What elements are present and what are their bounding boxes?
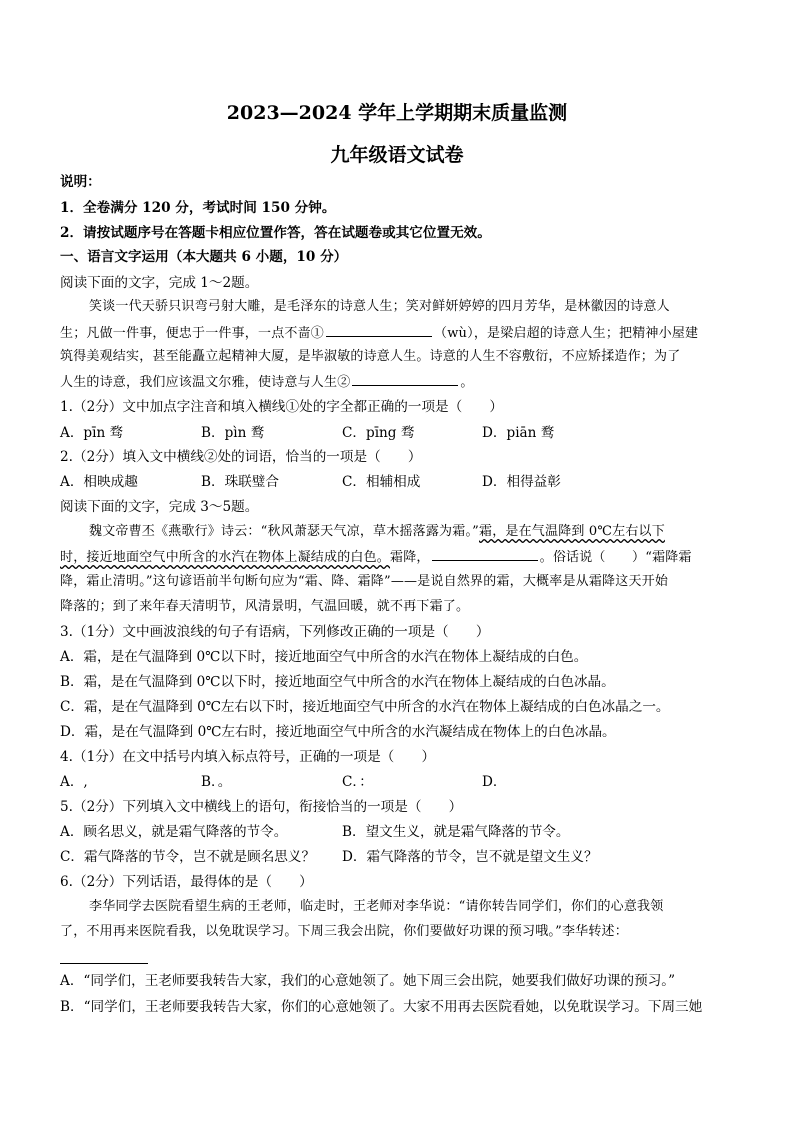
q5-option-d: D．霜气降落的节令，岂不就是望文生义？: [342, 849, 598, 865]
q6-option-a: A．“同学们，王老师要我转告大家，我们的心意她领了。她下周三会出院，她要我们做好功课的预习。”: [60, 973, 676, 989]
passage2-line2-mid: 霜降，: [390, 550, 430, 565]
passage2-line4: 降落的；到了来年春天清明节，风清景明，气温回暖，就不再下霜了。: [60, 599, 470, 614]
note-2: 2．请按试题序号在答题卡相应位置作答，答在试题卷或其它位置无效。: [60, 225, 491, 241]
question-5-stem: 5.（2分）下列填入文中横线上的语句，衔接恰当的一项是（ ）: [60, 799, 463, 815]
passage2-line2: [60, 548, 692, 567]
q2-option-b: B．珠联璧合: [201, 474, 279, 490]
passage1-line4: [60, 373, 474, 392]
blank-2: [352, 373, 458, 386]
q1-option-c: C．pīng 骛: [342, 425, 415, 441]
q4-option-d: D．: [482, 774, 507, 790]
passage1-line4-start: 人生的诗意，我们应该温文尔雅，使诗意与人生②: [60, 375, 351, 390]
q3-option-b: B．霜，是在气温降到 0℃以下时，接近地面空气中所含的水汽在物体上凝结成的白色冰晶。: [60, 674, 615, 690]
question-4-stem: 4.（1分）在文中括号内填入标点符号，正确的一项是（ ）: [60, 749, 436, 765]
q6-context-line2: 了，不用再来医院看我，以免耽误学习。下周三我会出院，你们要做好功课的预习哦。”李华转述：: [60, 924, 628, 939]
wavy-sentence-part1: 霜，是在气温降到 0℃左右以下: [479, 524, 665, 539]
passage1-line2: [60, 324, 698, 343]
q6-option-b: B．“同学们，王老师要我转告大家，你们的心意她领了。大家不用再去医院看她，以免耽误学习。下周三她: [60, 999, 703, 1015]
passage2-line3: 降，霜止清明。”这句谚语前半句断句应为“霜、降、霜降”——是说自然界的霜，大概率是从霜降这天开始: [60, 574, 669, 589]
q3-option-a: A．霜，是在气温降到 0℃以下时，接近地面空气中所含的水汽在物体上凝结成的白色。: [60, 649, 588, 665]
passage2-line2-end: 。俗话说（ ）“霜降霜: [539, 550, 692, 565]
question-6-stem: 6.（2分）下列话语，最得体的是（ ）: [60, 874, 313, 890]
q1-option-b: B．pìn 鹜: [201, 425, 265, 441]
q5-option-c: C．霜气降落的节令，岂不就是顾名思义？: [60, 849, 316, 865]
q4-option-b: B．。: [201, 774, 232, 790]
passage1-line3: 筑得美观结实，甚至能矗立起精神大厦，是毕淑敏的诗意人生。诗意的人生不容敷衍，不应矫揉造作；为了: [60, 349, 681, 364]
exam-subtitle: 九年级语文试卷: [330, 144, 464, 166]
blank-3: [432, 548, 538, 561]
q1-option-d: D．piān 鹜: [482, 425, 555, 441]
passage1-line4-end: 。: [460, 375, 474, 390]
passage1-line2-start: 生；凡做一件事，便忠于一件事，一点不啬①: [60, 326, 325, 341]
q3-option-c: C．霜，是在气温降到 0℃左右以下时，接近地面空气中所含的水汽在物体上凝结成的白色冰晶之一。: [60, 699, 670, 715]
reading-instruction-1: 阅读下面的文字，完成 1～2题。: [60, 275, 259, 291]
passage1-line1: 笑谈一代天骄只识弯弓射大雕，是毛泽东的诗意人生；笑对鲜妍婷婷的四月芳华，是林徽因的诗意人: [89, 299, 670, 314]
q2-option-c: C．相辅相成: [342, 474, 421, 490]
q1-option-a: A．pīn 骛: [60, 425, 124, 441]
note-1: 1．全卷满分 120 分，考试时间 150 分钟。: [60, 200, 336, 216]
q2-option-d: D．相得益彰: [482, 474, 561, 490]
reading-instruction-2: 阅读下面的文字，完成 3～5题。: [60, 499, 259, 515]
exam-title: 2023—2024 学年上学期期末质量监测: [226, 102, 568, 124]
q5-option-a: A．顾名思义，就是霜气降落的节令。: [60, 824, 288, 840]
passage1-line2-end: （wù），是梁启超的诗意人生；把精神小屋建: [434, 326, 699, 341]
q4-option-c: C．：: [342, 774, 373, 790]
question-3-stem: 3.（1分）文中画波浪线的句子有语病，下列修改正确的一项是（ ）: [60, 624, 490, 640]
q3-option-d: D．霜，是在气温降到 0℃左右时，接近地面空气中所含的水汽凝结成在物体上的白色冰晶。: [60, 724, 616, 740]
q6-context-line1: 李华同学去医院看望生病的王老师，临走时，王老师对李华说：“请你转告同学们，你们的心意我领: [89, 899, 664, 914]
notes-heading: 说明：: [60, 174, 101, 190]
q4-option-a: A．,: [60, 774, 88, 790]
passage2-line1-start: 魏文帝曹丕《燕歌行》诗云：“秋风萧瑟天气凉，草木摇落露为霜。”: [89, 524, 479, 539]
question-2-stem: 2.（2分）填入文中横线②处的词语，恰当的一项是（ ）: [60, 449, 422, 465]
section-heading: 一、语言文字运用（本大题共 6 小题，10 分）: [60, 249, 348, 265]
wavy-sentence-part2: 时，接近地面空气中所含的水汽在物体上凝结成的白色。: [60, 550, 391, 565]
q2-option-a: A．相映成趣: [60, 474, 138, 490]
question-1-stem: 1.（2分）文中加点字注音和填入横线①处的字全都正确的一项是（ ）: [60, 399, 504, 415]
passage2-line1: [89, 523, 665, 541]
q5-option-b: B．望文生义，就是霜气降落的节令。: [342, 824, 570, 840]
divider-rule: [60, 963, 148, 964]
blank-1: [326, 324, 432, 337]
